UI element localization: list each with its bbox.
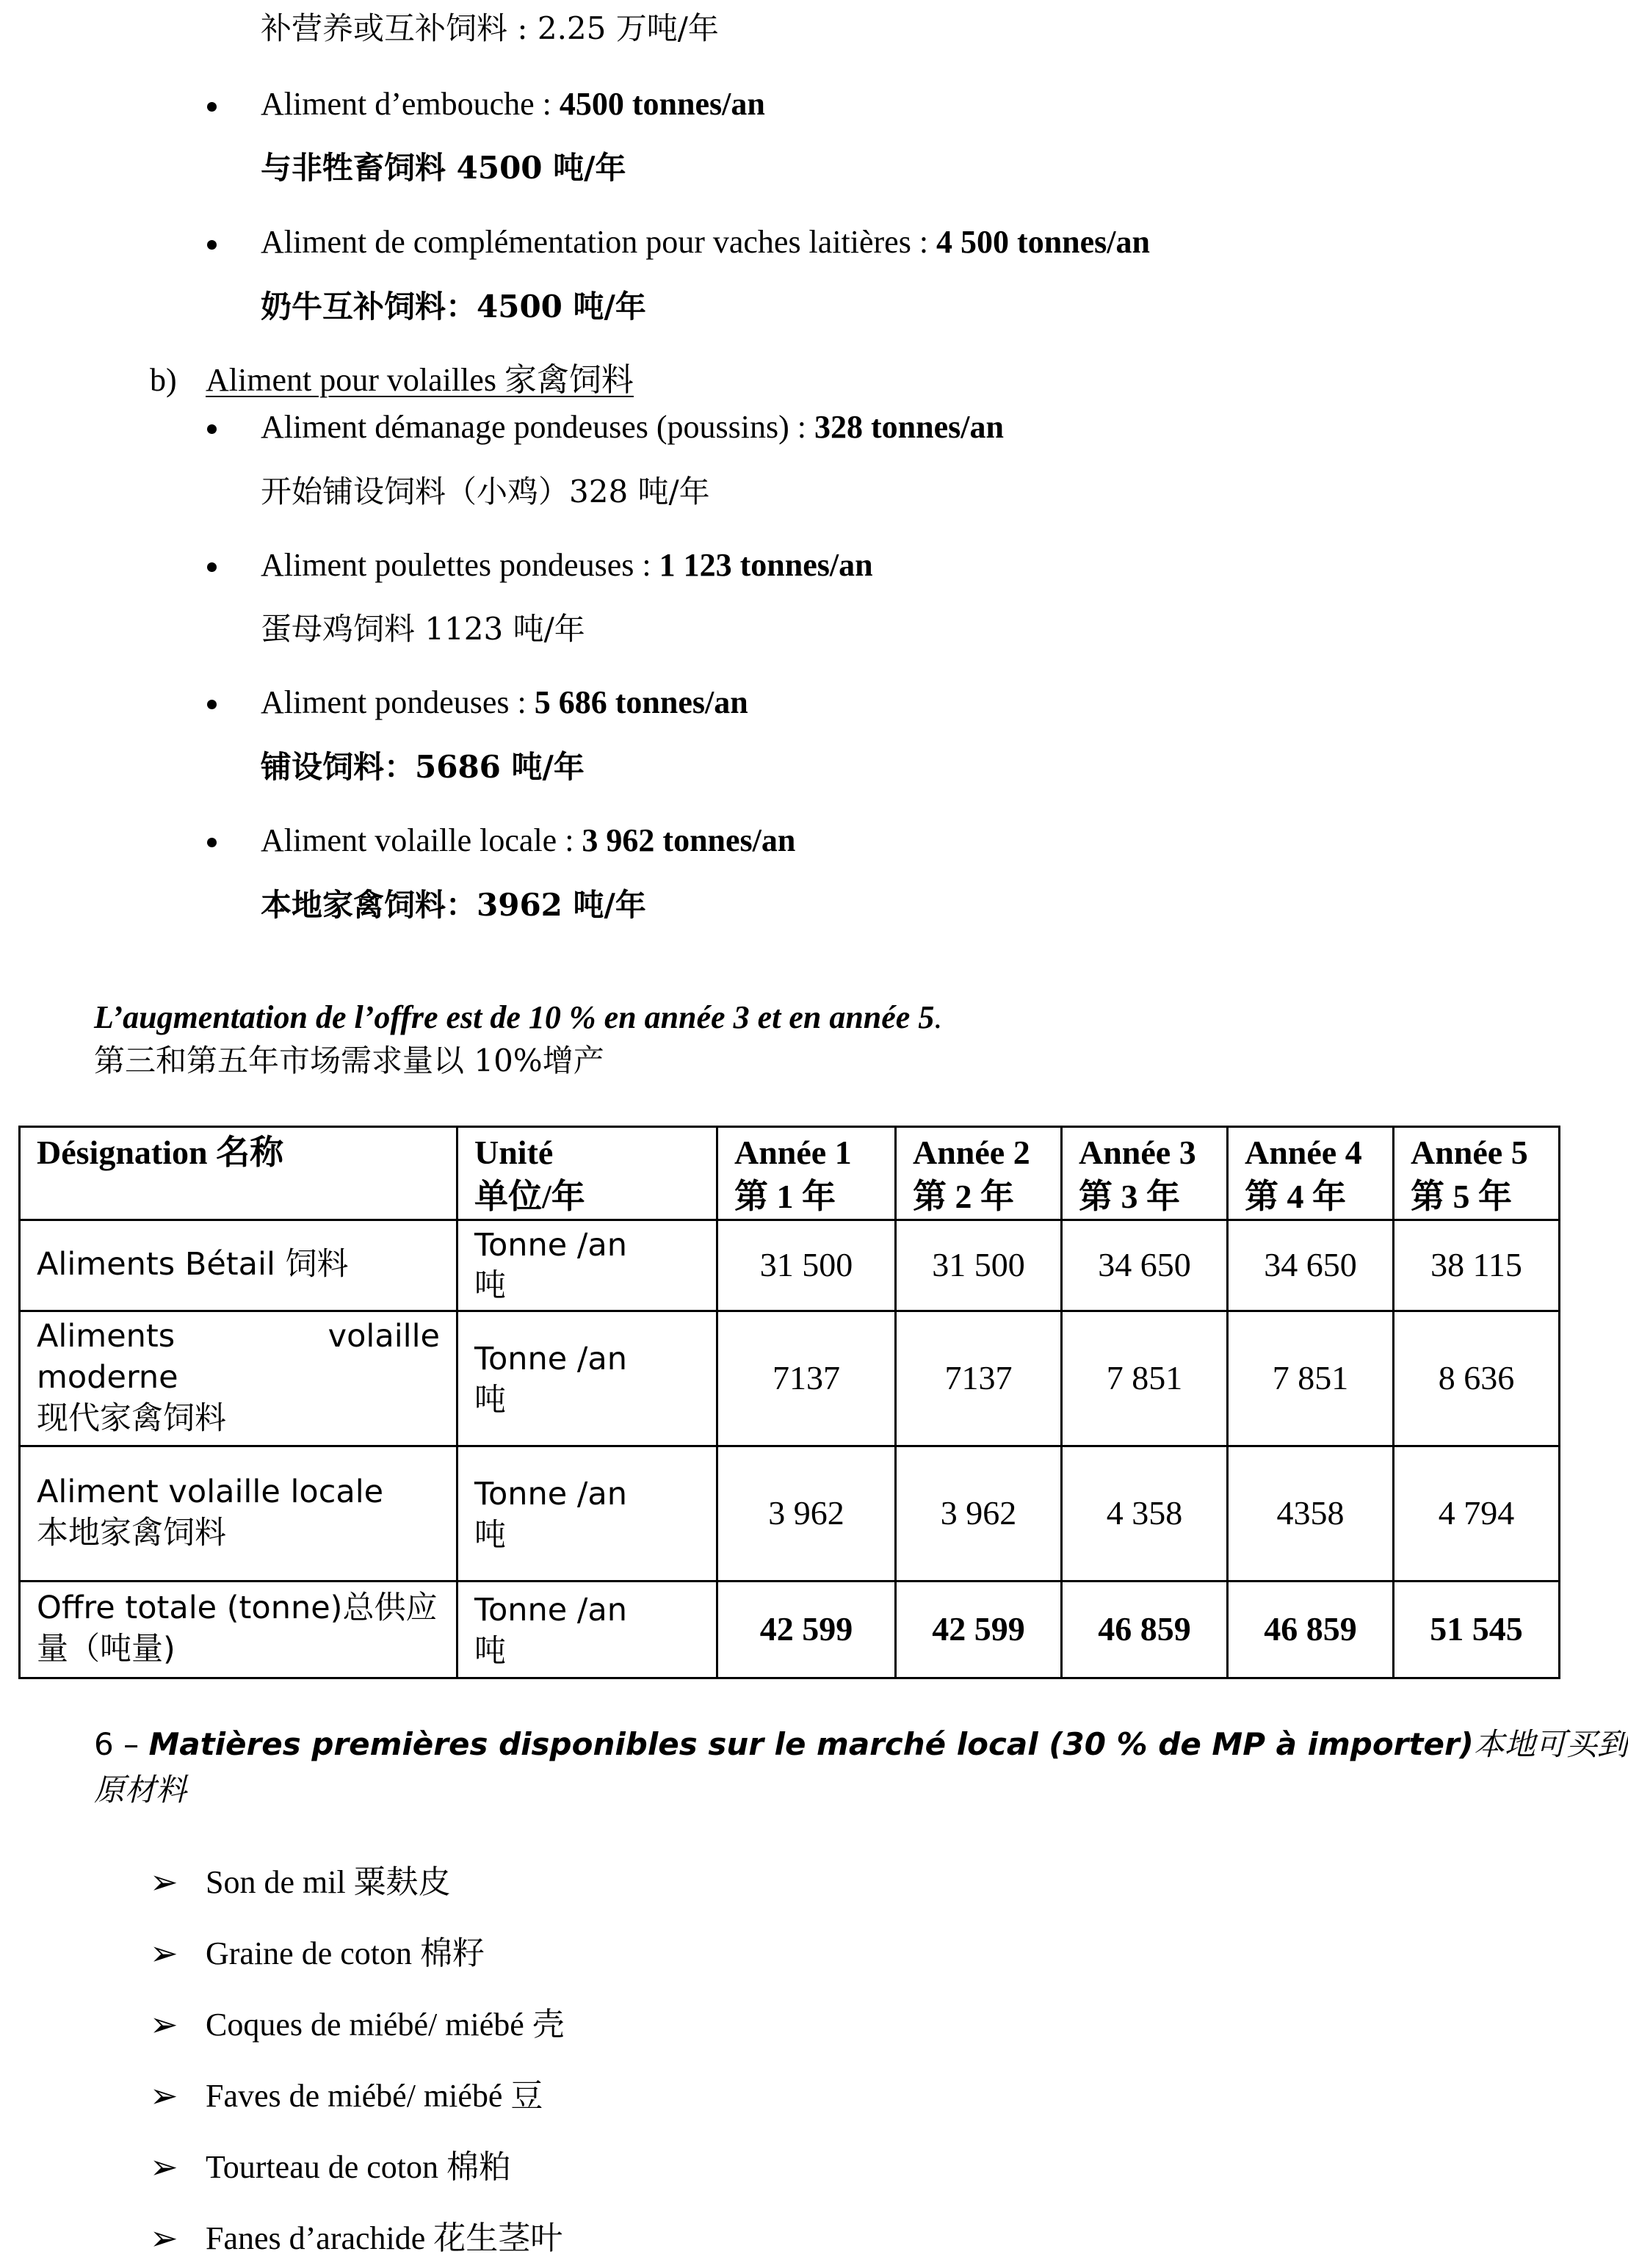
table-header-cell: Année 5 第 5 年: [1394, 1127, 1560, 1220]
table-header-cell: Unité 单位/年: [457, 1127, 717, 1220]
item-value: 328 tonnes/an: [814, 409, 1004, 445]
row-name: Aliment volaille locale 本地家禽饲料: [20, 1446, 457, 1581]
bullet-dot-icon: [207, 562, 217, 572]
row-value: 42 599: [717, 1581, 896, 1678]
row-value: 7137: [717, 1311, 896, 1446]
row-value: 31 500: [717, 1220, 896, 1311]
section-6-heading: [94, 1726, 1628, 1762]
row-value: 34 650: [1228, 1220, 1394, 1311]
item-translation: 蛋母鸡饲料 1123 吨/年: [261, 611, 585, 647]
section-b-marker: b): [150, 362, 177, 398]
list-item: Fanes d’arachide 花生茎叶: [206, 2220, 563, 2256]
item-translation: 开始铺设饲料（小鸡）328 吨/年: [261, 474, 710, 510]
row-value: 7137: [896, 1311, 1062, 1446]
bullet-dot-icon: [207, 102, 217, 112]
item-translation: 奶牛互补饲料：4500 吨/年: [261, 289, 646, 325]
item-value: 1 123 tonnes/an: [659, 547, 873, 583]
item-translation: 铺设饲料：5686 吨/年: [261, 749, 585, 785]
item-translation: 与非牲畜饲料 4500 吨/年: [261, 150, 626, 186]
list-item: [261, 686, 748, 719]
list-item: [261, 549, 873, 582]
item-value: 3 962 tonnes/an: [582, 822, 796, 858]
row-name: Offre totale (tonne)总供应 量（吨量): [20, 1581, 457, 1678]
row-unit: Tonne /an 吨: [457, 1581, 717, 1678]
item-label: Aliment poulettes pondeuses :: [261, 547, 659, 583]
row-unit: Tonne /an 吨: [457, 1220, 717, 1311]
item-label: Aliment de complémentation pour vaches laitières :: [261, 224, 937, 260]
table-header-row: [20, 1127, 1560, 1220]
augmentation-translation: 第三和第五年市场需求量以 10%增产: [94, 1043, 604, 1079]
table-row: [20, 1446, 1560, 1581]
arrow-bullet-icon: ➢: [150, 1933, 178, 1973]
section-6-zh-cont: 原材料: [94, 1772, 187, 1808]
bullet-dot-icon: [207, 240, 217, 250]
item-label: Aliment d’embouche :: [261, 86, 560, 122]
section-b-title: Aliment pour volailles 家禽饲料: [206, 362, 634, 398]
arrow-bullet-icon: ➢: [150, 2218, 178, 2258]
section-6-zh: 本地可买到: [1473, 1726, 1628, 1762]
row-value: 3 962: [717, 1446, 896, 1581]
item-label: Aliment pondeuses :: [261, 684, 535, 720]
table-header-cell: Année 1 第 1 年: [717, 1127, 896, 1220]
table-row: [20, 1220, 1560, 1311]
list-item: Graine de coton 棉籽: [206, 1935, 485, 1971]
row-value: 34 650: [1062, 1220, 1228, 1311]
row-unit: Tonne /an 吨: [457, 1311, 717, 1446]
row-value: 3 962: [896, 1446, 1062, 1581]
row-value: 51 545: [1394, 1581, 1560, 1678]
list-item: Faves de miébé/ miébé 豆: [206, 2078, 543, 2114]
top-line: 补营养或互补饲料 : 2.25 万吨/年: [261, 10, 719, 46]
item-label: Aliment volaille locale :: [261, 822, 582, 858]
list-item: [261, 822, 796, 858]
table-header-cell: Désignation 名称: [20, 1127, 457, 1220]
table-header-cell: Année 3 第 3 年: [1062, 1127, 1228, 1220]
list-item: Coques de miébé/ miébé 壳: [206, 2007, 565, 2043]
table-header-cell: Année 2 第 2 年: [896, 1127, 1062, 1220]
bullet-dot-icon: [207, 838, 217, 847]
arrow-bullet-icon: ➢: [150, 2147, 178, 2187]
row-value: 38 115: [1394, 1220, 1560, 1311]
augmentation-period: .: [934, 999, 943, 1035]
row-value: 4 358: [1062, 1446, 1228, 1581]
supply-table: [18, 1126, 1560, 1679]
table-header-cell: Année 4 第 4 年: [1228, 1127, 1394, 1220]
row-name: Aliments volaille moderne 现代家禽饲料: [20, 1311, 457, 1446]
bullet-dot-icon: [207, 424, 217, 434]
item-label: Aliment démanage pondeuses (poussins) :: [261, 409, 814, 445]
row-value: 7 851: [1228, 1311, 1394, 1446]
list-item: [261, 226, 1150, 258]
list-item: [261, 411, 1004, 443]
row-value: 7 851: [1062, 1311, 1228, 1446]
item-value: 4500 tonnes/an: [559, 86, 765, 122]
row-value: 46 859: [1228, 1581, 1394, 1678]
row-value: 31 500: [896, 1220, 1062, 1311]
row-value: 8 636: [1394, 1311, 1560, 1446]
list-item: Son de mil 粟麸皮: [206, 1864, 451, 1900]
row-unit: Tonne /an 吨: [457, 1446, 717, 1581]
list-item: Tourteau de coton 棉粕: [206, 2149, 512, 2185]
section-6-title: Matières premières disponibles sur le marché local (30 % de MP à importer): [148, 1726, 1474, 1762]
arrow-bullet-icon: ➢: [150, 2004, 178, 2044]
table-row-total: [20, 1581, 1560, 1678]
list-item: [261, 88, 765, 120]
row-value: 46 859: [1062, 1581, 1228, 1678]
row-value: 4 794: [1394, 1446, 1560, 1581]
section-6-number: 6 –: [94, 1726, 149, 1762]
table-row: [20, 1311, 1560, 1446]
row-name: Aliments Bétail 饲料: [20, 1220, 457, 1311]
item-value: 4 500 tonnes/an: [936, 224, 1150, 260]
item-value: 5 686 tonnes/an: [534, 684, 748, 720]
row-value: 42 599: [896, 1581, 1062, 1678]
row-value: 4358: [1228, 1446, 1394, 1581]
arrow-bullet-icon: ➢: [150, 1862, 178, 1902]
arrow-bullet-icon: ➢: [150, 2076, 178, 2115]
bullet-dot-icon: [207, 700, 217, 709]
augmentation-note: [94, 1001, 942, 1034]
item-translation: 本地家禽饲料：3962 吨/年: [261, 887, 646, 923]
augmentation-text: L’augmentation de l’offre est de 10 % en année 3 et en année 5: [94, 999, 935, 1035]
